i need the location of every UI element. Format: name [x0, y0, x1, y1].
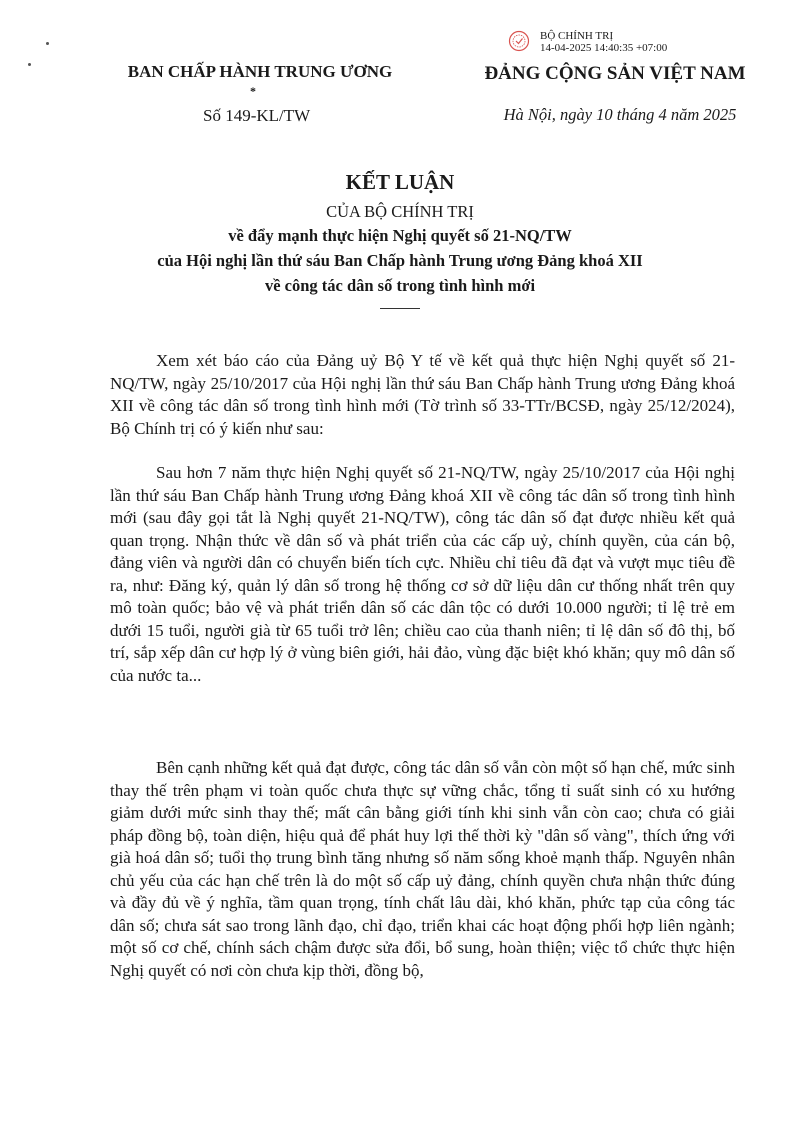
scan-speck	[46, 42, 49, 45]
document-date: Hà Nội, ngày 10 tháng 4 năm 2025	[503, 105, 737, 124]
issuing-body: BAN CHẤP HÀNH TRUNG ƯƠNG	[127, 62, 393, 81]
title-subtitle-4: về công tác dân số trong tình hình mới	[264, 276, 536, 295]
header-star: *	[250, 84, 256, 98]
signature-timestamp: 14-04-2025 14:40:35 +07:00	[540, 42, 668, 54]
digital-seal-icon	[508, 30, 530, 52]
signature-name: BỘ CHÍNH TRỊ	[540, 30, 614, 42]
title-subtitle-1: CỦA BỘ CHÍNH TRỊ	[326, 202, 474, 221]
body-paragraph-1: Xem xét báo cáo của Đảng uỷ Bộ Y tế về kết quả thực hiện Nghị quyết số 21-NQ/TW, ngày 25/10/2017 của Hội nghị lần thứ sáu Ban Chấp hành Trung ương Đảng khoá XII về công tác dân số trong tình hình mới (Tờ trình số 33-TTr/BCSĐ, ngày 25/12/2024), Bộ Chính trị có ý kiến như sau:	[110, 351, 735, 438]
title-subtitle-2: về đẩy mạnh thực hiện Nghị quyết số 21-NQ/TW	[228, 226, 572, 245]
body-paragraph-2: Sau hơn 7 năm thực hiện Nghị quyết số 21-NQ/TW, ngày 25/10/2017 của Hội nghị lần thứ sáu Ban Chấp hành Trung ương Đảng khoá XII về công tác dân số trong tình hình mới (sau đây gọi tắt là Nghị quyết 21-NQ/TW), công tác dân số đạt được nhiều kết quả quan trọng. Nhận thức về dân số và phát triển của các cấp uỷ, chính quyền, của cán bộ, đảng viên và người dân có chuyển biến tích cực. Nhiều chỉ tiêu đã đạt và vượt mục tiêu đề ra, như: Đăng ký, quản lý dân số trong hệ thống cơ sở dữ liệu dân cư thống nhất trên quy mô toàn quốc; bảo vệ và phát triển dân số các dân tộc có dưới 10.000 người; tỉ lệ trẻ em dưới 15 tuổi, người già từ 65 tuổi trở lên; chiều cao của thanh niên; tỉ lệ dân số đô thị, bố trí, sắp xếp dân cư hợp lý ở vùng biên giới, hải đảo, vùng đặc biệt khó khăn; quy mô dân số của nước ta...	[110, 463, 735, 685]
title-subtitle-3: của Hội nghị lần thứ sáu Ban Chấp hành Trung ương Đảng khoá XII	[157, 251, 643, 270]
document-number: Số 149-KL/TW	[203, 106, 311, 125]
body-paragraph-3: Bên cạnh những kết quả đạt được, công tác dân số vẫn còn một số hạn chế, mức sinh thay thế trên phạm vi toàn quốc chưa thực sự vững chắc, tổng tỉ suất sinh có xu hướng giảm dưới mức sinh thay thế; mất cân bằng giới tính khi sinh vẫn còn cao; chưa có giải pháp đồng bộ, toàn diện, hiệu quả để phát huy lợi thế thời kỳ "dân số vàng", thích ứng với già hoá dân số; tuổi thọ trung bình tăng nhưng số năm sống khoẻ mạnh thấp. Nguyên nhân chủ yếu của các hạn chế trên là do một số cấp uỷ đảng, chính quyền chưa nhận thức đúng và đầy đủ về ý nghĩa, tầm quan trọng, tính chất lâu dài, khó khăn, phức tạp của công tác dân số; chưa sát sao trong lãnh đạo, chỉ đạo, triển khai các hoạt động phối hợp liên ngành; một số cơ chế, chính sách chậm được sửa đổi, bổ sung, hoàn thiện; việc tổ chức thực hiện Nghị quyết có nơi còn chưa kịp thời, đồng bộ,	[110, 758, 735, 980]
title-separator	[380, 308, 420, 309]
document-title: KẾT LUẬN	[345, 170, 455, 194]
scan-speck	[28, 63, 31, 66]
party-name: ĐẢNG CỘNG SẢN VIỆT NAM	[484, 63, 746, 84]
